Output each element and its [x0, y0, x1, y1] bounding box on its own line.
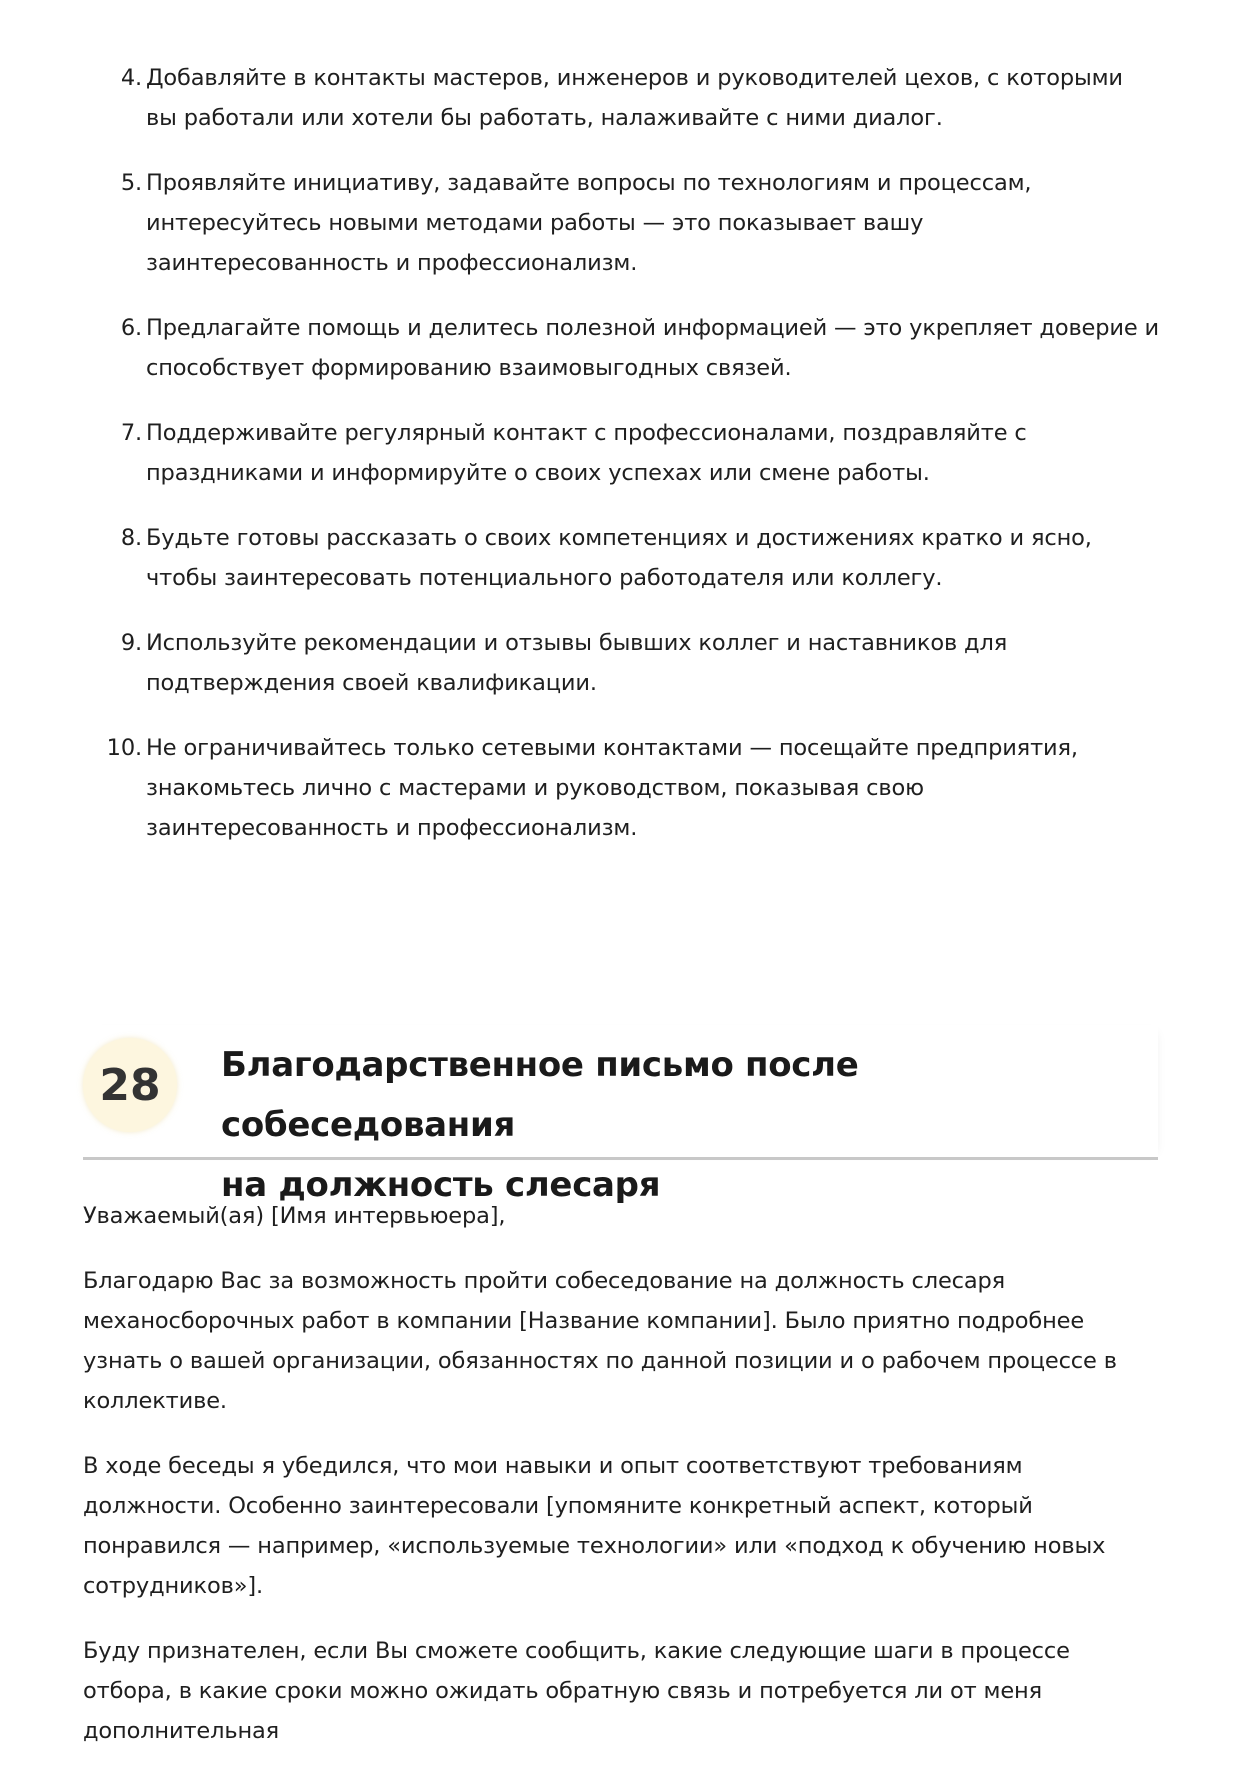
list-item-number: 7. [120, 420, 142, 446]
list-item-number: 10. [106, 735, 142, 761]
list-item-number: 9. [120, 630, 142, 656]
list-item [120, 413, 1160, 493]
list-item-text: Не ограничивайтесь только сетевыми контактами — посещайте предприятия, знакомьтесь лично с мастерами и руководством, показывая свою заинтересованность и профессионализм. [146, 735, 1078, 841]
tips-list [106, 58, 1160, 873]
section-title [221, 1035, 1151, 1215]
list-item [120, 623, 1160, 703]
list-item-number: 8. [120, 525, 142, 551]
list-item-text: Добавляйте в контакты мастеров, инженеров и руководителей цехов, с которыми вы работали или хотели бы работать, налаживайте с ними диалог. [146, 65, 1123, 131]
letter-paragraph: Буду признателен, если Вы сможете сообщить, какие следующие шаги в процессе отбора, в какие сроки можно ожидать обратную связь и потребуется ли от меня дополнительная [83, 1638, 1070, 1744]
list-item [120, 518, 1160, 598]
letter-paragraph: В ходе беседы я убедился, что мои навыки и опыт соответствуют требованиям должности. Особенно заинтересовали [упомяните конкретный аспект, который понравился — например, «используемые технологии» или «подход к обучению новых сотрудников»]. [83, 1453, 1106, 1599]
list-item-text: Поддерживайте регулярный контакт с профессионалами, поздравляйте с праздниками и информируйте о своих успехах или смене работы. [146, 420, 1027, 486]
letter-greeting: Уважаемый(ая) [Имя интервьюера], [83, 1203, 506, 1229]
list-item-number: 4. [120, 65, 142, 91]
list-item-text: Будьте готовы рассказать о своих компетенциях и достижениях кратко и ясно, чтобы заинтересовать потенциального работодателя или коллегу. [146, 525, 1092, 591]
list-item [120, 163, 1160, 283]
section-title-line-2: на должность слесаря [221, 1165, 661, 1205]
list-item [120, 58, 1160, 138]
letter-body [83, 1196, 1163, 1776]
list-item [120, 308, 1160, 388]
section-number-badge: 28 [83, 1038, 177, 1132]
section-title-line-1: Благодарственное письмо после собеседования [221, 1045, 859, 1145]
list-item-text: Проявляйте инициативу, задавайте вопросы по технологиям и процессам, интересуйтесь новыми методами работы — это показывает вашу заинтересованность и профессионализм. [146, 170, 1032, 276]
list-item-number: 6. [120, 315, 142, 341]
letter-paragraph: Благодарю Вас за возможность пройти собеседование на должность слесаря механосборочных работ в компании [Название компании]. Было приятно подробнее узнать о вашей организации, обязанностях по данной позиции и о рабочем процессе в коллективе. [83, 1268, 1117, 1414]
section-header [83, 1025, 1158, 1205]
list-item-text: Используйте рекомендации и отзывы бывших коллег и наставников для подтверждения своей квалификации. [146, 630, 1008, 696]
list-item-text: Предлагайте помощь и делитесь полезной информацией — это укрепляет доверие и способствует формированию взаимовыгодных связей. [146, 315, 1160, 381]
list-item-number: 5. [120, 170, 142, 196]
list-item [106, 728, 1160, 848]
